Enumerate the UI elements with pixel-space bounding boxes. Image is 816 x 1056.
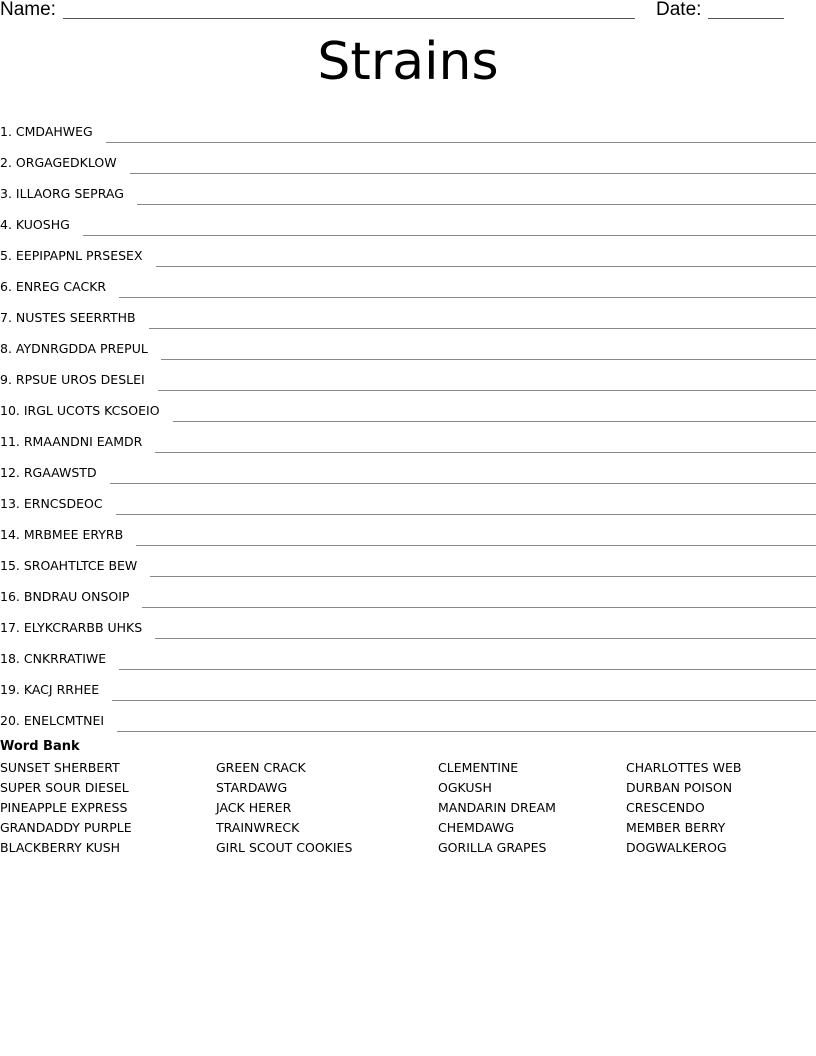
- clue-row: [0, 546, 816, 577]
- clue-scrambled-word: KUOSHG: [15, 217, 70, 232]
- clue-row: [0, 453, 816, 484]
- word-bank-column: [216, 759, 352, 859]
- answer-line[interactable]: [149, 328, 816, 329]
- clue-scrambled-word: MRBMEE ERYRB: [23, 527, 124, 542]
- clue-number: 13.: [0, 496, 20, 511]
- clue-scrambled-word: RGAAWSTD: [23, 465, 97, 480]
- clue-scrambled-word: ENREG CACKR: [15, 279, 107, 294]
- clue-number: 1.: [0, 124, 12, 139]
- answer-line[interactable]: [116, 514, 816, 515]
- clue-scrambled-word: ELYKCRARBB UHKS: [23, 620, 143, 635]
- clue-number: 2.: [0, 155, 12, 170]
- clue-number: 11.: [0, 434, 20, 449]
- word-bank-item: GORILLA GRAPES: [438, 840, 547, 855]
- answer-line[interactable]: [173, 421, 816, 422]
- header: [0, 0, 816, 24]
- word-bank-item: GIRL SCOUT COOKIES: [216, 840, 353, 855]
- clue-row: [0, 484, 816, 515]
- clue-scrambled-word: ILLAORG SEPRAG: [15, 186, 124, 201]
- clue-number: 14.: [0, 527, 20, 542]
- answer-line[interactable]: [155, 452, 816, 453]
- word-bank-item: GREEN CRACK: [216, 760, 306, 775]
- clue-row: [0, 577, 816, 608]
- word-bank-item: DURBAN POISON: [626, 780, 733, 795]
- clue-scrambled-word: IRGL UCOTS KCSOEIO: [23, 403, 160, 418]
- clue-scrambled-word: ORGAGEDKLOW: [15, 155, 117, 170]
- clue-scrambled-word: CMDAHWEG: [15, 124, 93, 139]
- clue-number: 19.: [0, 682, 20, 697]
- clue-scrambled-word: KACJ RRHEE: [23, 682, 100, 697]
- word-bank-item: MANDARIN DREAM: [438, 800, 556, 815]
- clue-number: 20.: [0, 713, 20, 728]
- answer-line[interactable]: [119, 669, 816, 670]
- clue-number: 16.: [0, 589, 20, 604]
- clue-scrambled-word: RPSUE UROS DESLEI: [15, 372, 145, 387]
- answer-line[interactable]: [158, 390, 816, 391]
- clue-scrambled-word: SROAHTLTCE BEW: [23, 558, 138, 573]
- word-bank-column: [626, 759, 741, 859]
- clue-row: [0, 267, 816, 298]
- word-bank-item: SUPER SOUR DIESEL: [0, 780, 129, 795]
- clue-number: 10.: [0, 403, 20, 418]
- clue-row: [0, 236, 816, 267]
- answer-line[interactable]: [155, 638, 816, 639]
- clue-list: [0, 112, 816, 732]
- clue-number: 6.: [0, 279, 12, 294]
- clue-number: 12.: [0, 465, 20, 480]
- clue-scrambled-word: ERNCSDEOC: [23, 496, 103, 511]
- word-bank-column: [438, 759, 556, 859]
- answer-line[interactable]: [130, 173, 816, 174]
- clue-row: [0, 360, 816, 391]
- word-bank-item: MEMBER BERRY: [626, 820, 726, 835]
- clue-scrambled-word: NUSTES SEERRTHB: [15, 310, 136, 325]
- word-bank-item: OGKUSH: [438, 780, 492, 795]
- clue-row: [0, 701, 816, 732]
- word-bank-item: BLACKBERRY KUSH: [0, 840, 121, 855]
- clue-row: [0, 298, 816, 329]
- clue-row: [0, 143, 816, 174]
- clue-number: 4.: [0, 217, 12, 232]
- answer-line[interactable]: [136, 545, 816, 546]
- clue-number: 8.: [0, 341, 12, 356]
- answer-line[interactable]: [112, 700, 816, 701]
- word-bank-item: CRESCENDO: [626, 800, 705, 815]
- clue-row: [0, 608, 816, 639]
- clue-row: [0, 639, 816, 670]
- clue-scrambled-word: CNKRRATIWE: [23, 651, 107, 666]
- word-bank-item: CHEMDAWG: [438, 820, 515, 835]
- date-field-line[interactable]: [708, 18, 784, 19]
- name-field-line[interactable]: [63, 18, 635, 19]
- word-bank-title: Word Bank: [0, 739, 80, 754]
- answer-line[interactable]: [106, 142, 816, 143]
- clue-row: [0, 422, 816, 453]
- clue-number: 18.: [0, 651, 20, 666]
- clue-number: 15.: [0, 558, 20, 573]
- answer-line[interactable]: [110, 483, 816, 484]
- answer-line[interactable]: [83, 235, 816, 236]
- word-bank-item: CLEMENTINE: [438, 760, 519, 775]
- clue-scrambled-word: EEPIPAPNL PRSESEX: [15, 248, 143, 263]
- page-title: Strains: [317, 32, 499, 92]
- clue-number: 5.: [0, 248, 12, 263]
- clue-row: [0, 205, 816, 236]
- clue-row: [0, 515, 816, 546]
- clue-number: 9.: [0, 372, 12, 387]
- clue-number: 3.: [0, 186, 12, 201]
- clue-scrambled-word: ENELCMTNEI: [23, 713, 105, 728]
- clue-number: 17.: [0, 620, 20, 635]
- answer-line[interactable]: [161, 359, 816, 360]
- answer-line[interactable]: [137, 204, 816, 205]
- word-bank-column: [0, 759, 132, 859]
- word-bank-item: GRANDADDY PURPLE: [0, 820, 132, 835]
- clue-row: [0, 174, 816, 205]
- clue-row: [0, 391, 816, 422]
- answer-line[interactable]: [117, 731, 816, 732]
- word-bank-item: PINEAPPLE EXPRESS: [0, 800, 128, 815]
- clue-number: 7.: [0, 310, 12, 325]
- word-bank-item: CHARLOTTES WEB: [626, 760, 742, 775]
- word-bank-item: STARDAWG: [216, 780, 288, 795]
- clue-row: [0, 112, 816, 143]
- clue-row: [0, 670, 816, 701]
- answer-line[interactable]: [156, 266, 816, 267]
- answer-line[interactable]: [150, 576, 816, 577]
- clue-scrambled-word: BNDRAU ONSOIP: [23, 589, 130, 604]
- answer-line[interactable]: [119, 297, 816, 298]
- answer-line[interactable]: [142, 607, 816, 608]
- word-bank-item: DOGWALKEROG: [626, 840, 727, 855]
- clue-scrambled-word: AYDNRGDDA PREPUL: [15, 341, 148, 356]
- name-label: Name:: [0, 0, 56, 20]
- date-label: Date:: [656, 0, 702, 20]
- clue-scrambled-word: RMAANDNI EAMDR: [23, 434, 143, 449]
- clue-row: [0, 329, 816, 360]
- word-bank-item: TRAINWRECK: [216, 820, 300, 835]
- word-bank-item: JACK HERER: [216, 800, 292, 815]
- word-bank-item: SUNSET SHERBERT: [0, 760, 120, 775]
